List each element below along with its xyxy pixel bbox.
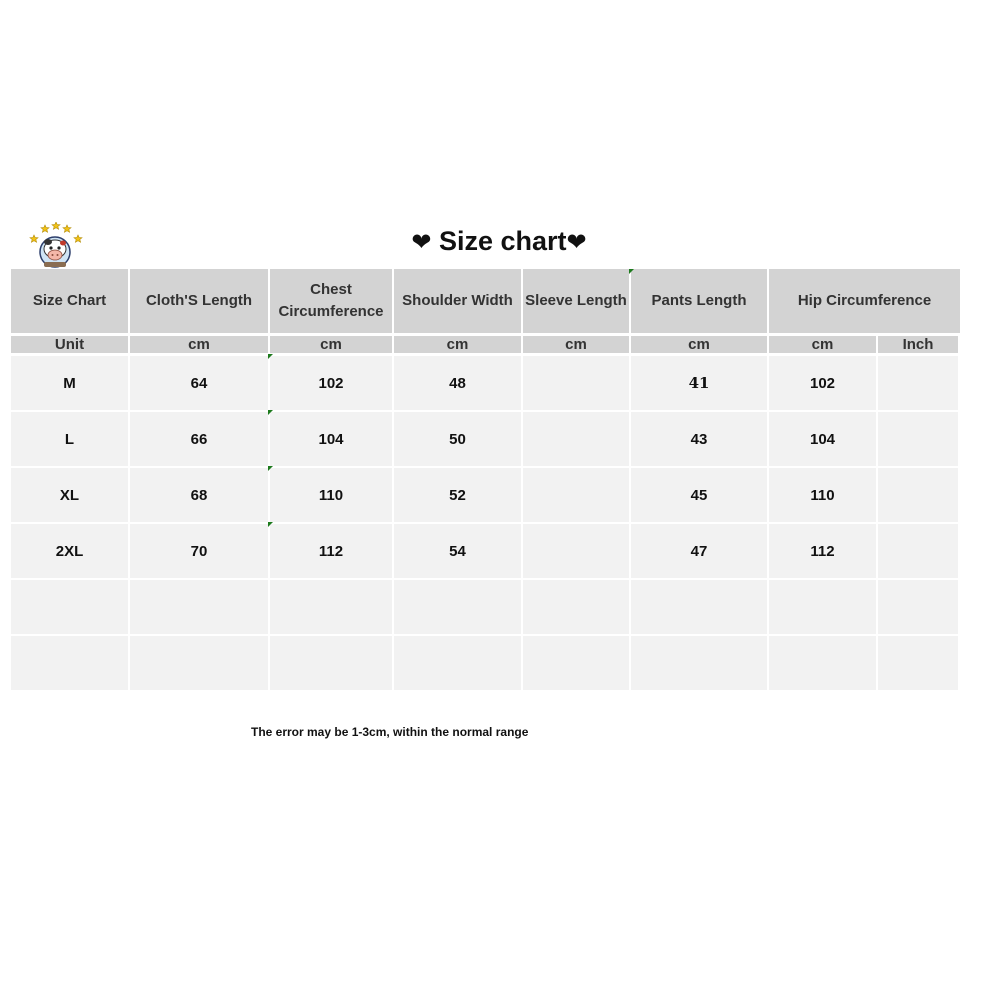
table-cell xyxy=(523,524,629,578)
measurement-note: The error may be 1-3cm, within the normal range xyxy=(251,725,529,739)
table-cell xyxy=(270,636,392,690)
table-cell: 43 xyxy=(631,412,767,466)
table-cell xyxy=(11,580,128,634)
table-cell xyxy=(878,412,958,466)
table-cell: 52 xyxy=(394,468,521,522)
table-cell xyxy=(270,580,392,634)
table-cell xyxy=(878,468,958,522)
column-header: Cloth'S Length xyxy=(130,269,268,333)
heart-icon: ❤ xyxy=(566,229,587,256)
table-cell: 112 xyxy=(769,524,876,578)
table-cell: XL xyxy=(11,468,128,522)
title-text: Size chart xyxy=(438,226,567,256)
table-cell: 70 xyxy=(130,524,268,578)
column-header: Shoulder Width xyxy=(394,269,521,333)
unit-cell: cm xyxy=(270,336,392,353)
table-cell xyxy=(11,636,128,690)
table-cell xyxy=(394,580,521,634)
table-cell: 102 xyxy=(270,356,392,410)
table-cell xyxy=(523,356,629,410)
table-cell: 112 xyxy=(270,524,392,578)
table-cell: 68 xyxy=(130,468,268,522)
table-cell: 48 xyxy=(394,356,521,410)
table-cell xyxy=(878,356,958,410)
unit-cell: cm xyxy=(130,336,268,353)
table-cell xyxy=(130,580,268,634)
table-cell xyxy=(878,636,958,690)
comment-marker xyxy=(268,522,273,527)
table-cell xyxy=(523,636,629,690)
unit-cell: cm xyxy=(394,336,521,353)
table-cell: M xyxy=(11,356,128,410)
column-header: Pants Length xyxy=(631,269,767,333)
table-cell xyxy=(523,580,629,634)
unit-cell: cm xyxy=(523,336,629,353)
table-cell: L xyxy=(11,412,128,466)
table-cell: 54 xyxy=(394,524,521,578)
unit-cell: cm xyxy=(631,336,767,353)
page-title xyxy=(0,226,998,257)
table-cell xyxy=(769,580,876,634)
comment-marker xyxy=(629,269,634,274)
table-cell: 104 xyxy=(769,412,876,466)
table-cell xyxy=(130,636,268,690)
table-cell: 47 xyxy=(631,524,767,578)
table-cell xyxy=(769,636,876,690)
table-cell xyxy=(631,636,767,690)
column-header: Size Chart xyxy=(11,269,128,333)
table-cell: 2XL xyxy=(11,524,128,578)
table-cell: 64 xyxy=(130,356,268,410)
table-cell: 110 xyxy=(769,468,876,522)
table-cell xyxy=(394,636,521,690)
table-cell: 104 xyxy=(270,412,392,466)
unit-cell: Inch xyxy=(878,336,958,353)
comment-marker xyxy=(268,466,273,471)
table-cell: 45 xyxy=(631,468,767,522)
column-header: Sleeve Length xyxy=(523,269,629,333)
table-cell xyxy=(523,412,629,466)
table-cell: 66 xyxy=(130,412,268,466)
unit-cell: Unit xyxy=(11,336,128,353)
comment-marker xyxy=(268,354,273,359)
column-header: Hip Circumference xyxy=(769,269,960,333)
unit-cell: cm xyxy=(769,336,876,353)
table-cell xyxy=(523,468,629,522)
comment-marker xyxy=(268,410,273,415)
table-cell xyxy=(878,524,958,578)
table-cell: 110 xyxy=(270,468,392,522)
column-header: Chest Circumference xyxy=(270,269,392,333)
heart-icon: ❤ xyxy=(411,229,432,256)
table-cell xyxy=(631,580,767,634)
table-cell: 41 xyxy=(631,356,767,410)
table-cell: 50 xyxy=(394,412,521,466)
table-cell xyxy=(878,580,958,634)
table-cell: 102 xyxy=(769,356,876,410)
